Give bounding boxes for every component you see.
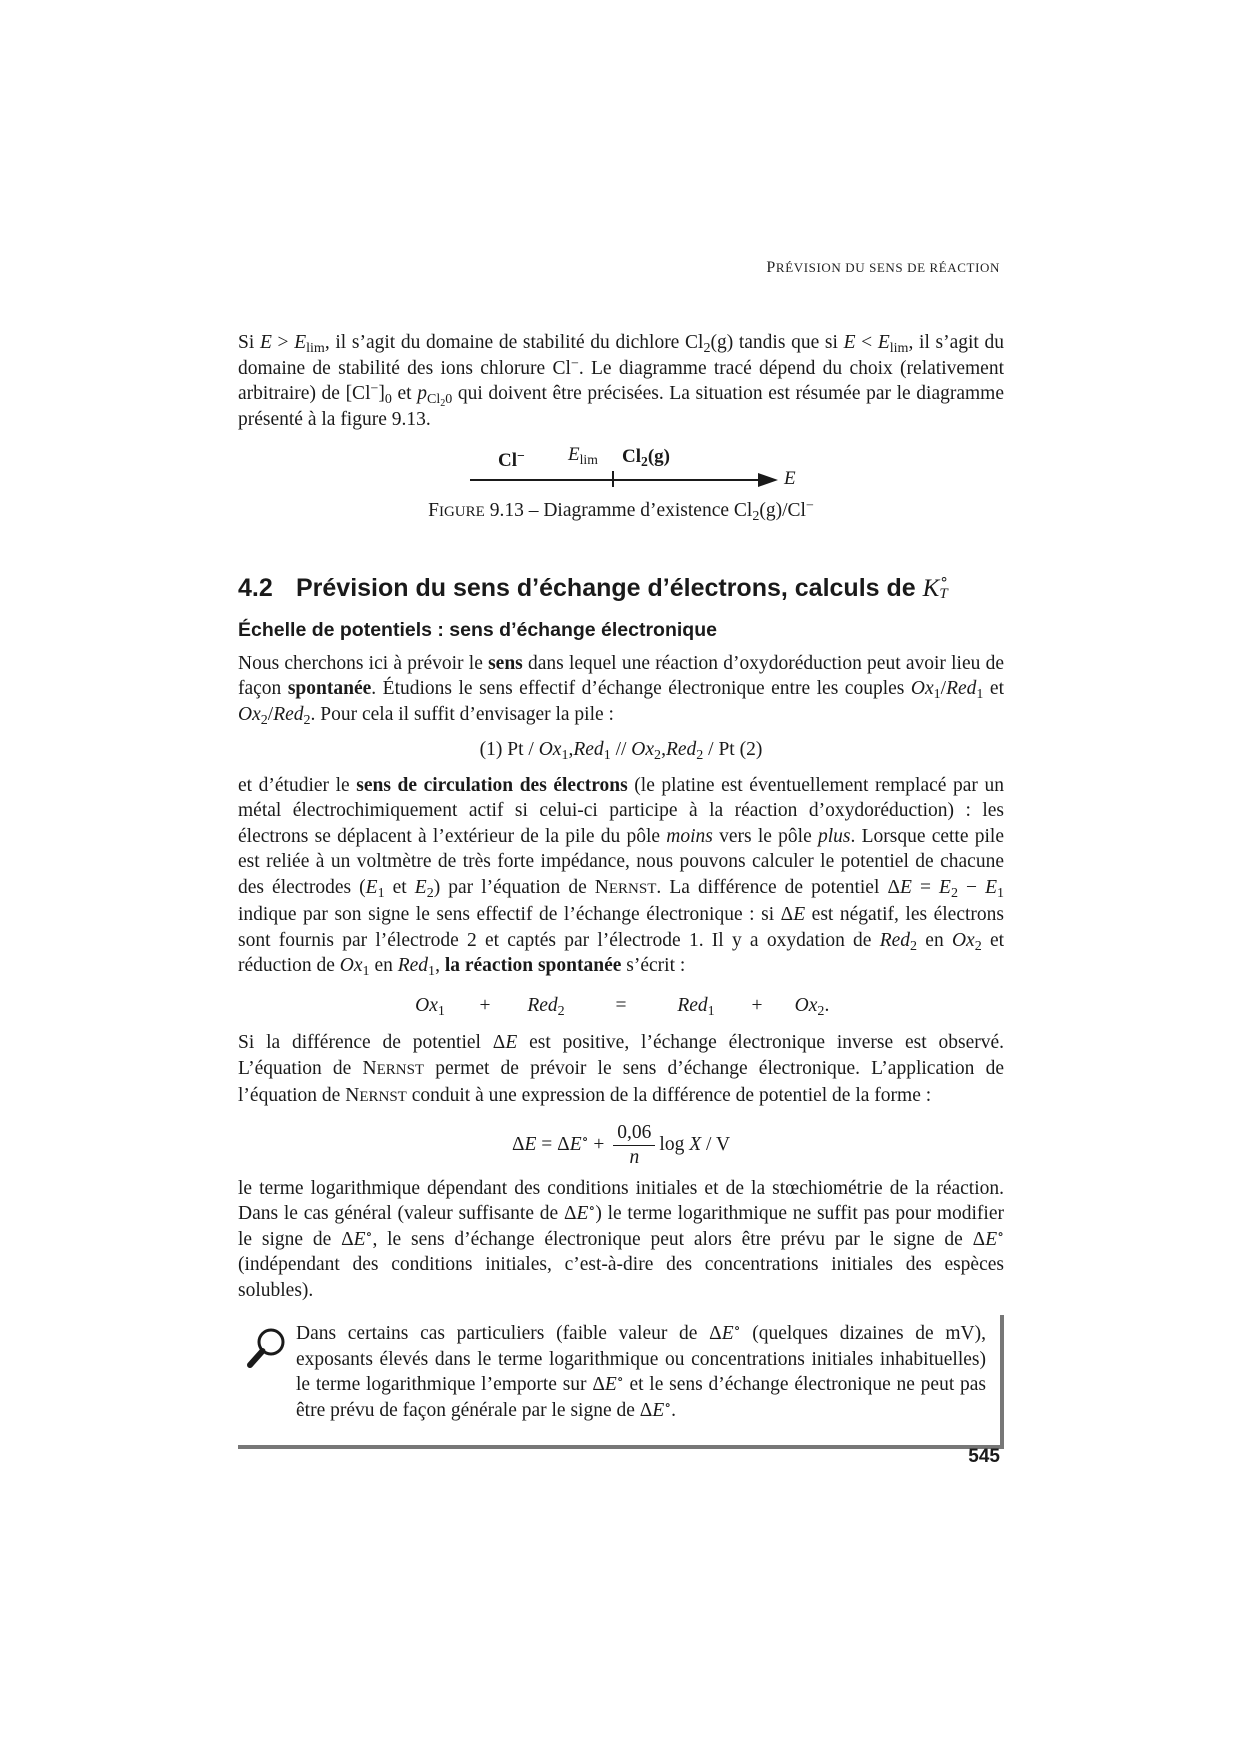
magnifier-icon: [246, 1325, 288, 1377]
page-number: 545: [968, 1446, 1000, 1467]
running-head-initial: P: [766, 259, 776, 276]
section-heading: 4.2 Prévision du sens d’échange d’électrons, calculs de K ∘ T: [238, 571, 949, 602]
pile-notation: (1) Pt / $Ox_1,Red_1 // Ox_2,Red_2$ / Pt (2): [479, 739, 763, 763]
axis-label: E: [784, 468, 796, 489]
redox-reaction: $Ox_1$ + Red$_2$ = Red$_1$ + $Ox_2$.: [415, 994, 830, 1019]
running-head-rest: RÉVISION DU SENS DE RÉACTION: [775, 260, 1000, 275]
paragraph-log-term: le terme logarithmique dépendant des conditions initiales et de la stœchiométrie de la réaction. Dans le cas général (valeur suffisante de ΔE∘) le terme logarithmique ne suffit pas pour modifier le signe de ΔE∘, le sens d’échange électronique peut alors être prévu par le signe de ΔE∘ (indépendant des conditions initiales, c’est-à-dire des concentrations initiales des espèces solubles).: [238, 1177, 1004, 1301]
formula-fraction: $\frac{0,06}{n}$: [613, 1121, 655, 1170]
remark-text: Dans certains cas particuliers (faible valeur de ΔE∘ (quelques dizaines de mV), exposants élevés dans le terme logarithmique ou concentrations initiales inhabituelles) le terme logarithmique l’emporte sur ΔE∘ et le sens d’échange électronique ne peut pas être prévu de façon générale par le signe de ΔE∘.: [296, 1320, 986, 1421]
page-content: [238, 330, 1004, 1449]
section-number: 4.2: [238, 573, 273, 602]
axis-arrow-icon: [758, 473, 778, 487]
figure-caption: FIGURE 9.13 – Diagramme d’existence $Cl_2(g)/Cl^-$: [428, 497, 814, 524]
intro-paragraph: Si $E > E_{lim}$, il s’agit du domaine de stabilité du dichlore $Cl_2(g)$ tandis que si $E < E_{lim}$, il s’agit du domaine de stabilité des ions chlorure Cl−. Le diagramme tracé dépend du choix (relativement arbitraire) de $[Cl^-]_0$ et $p_{Cl_20}$ qui doivent être précisées. La situation est résumée par le diagramme présenté à la figure 9.13.: [238, 332, 1005, 430]
paragraph-nernst: Si la différence de potentiel ΔE est positive, l’échange électronique inverse est observé. L’équation de NERNST permet de prévoir le sens d’échange électronique. L’application de l’équation de NERNST conduit à une expression de la différence de potentiel de la forme :: [238, 1032, 1005, 1106]
cl2-label: $Cl_2(g)$: [622, 446, 670, 469]
remark-box: [238, 1315, 1004, 1449]
potential-axis: [470, 479, 766, 481]
paragraph-electrons: et d’étudier le sens de circulation des électrons (le platine est éventuellement remplacé par un métal électrochimiquement actif si celui-ci participe à la réaction d’oxydoréduction) : les électrons se déplacent à l’extérieur de la pile du pôle moins vers le pôle plus. Lorsque cette pile est reliée à un voltmètre de très forte impédance, nous pouvons calculer le potentiel de chacune des électrodes ($E_1$ et $E_2$) par l’équation de NERNST. La différence de potentiel $\Delta E = E_2 - E_1$ indique par son signe le sens effectif de l’échange électronique : si ΔE est négatif, les électrons sont fournis par l’électrode 2 et captés par l’électrode 1. Il y a oxydation de Red$_2$ en $Ox_2$ et réduction de $Ox_1$ en Red$_1$, la réaction spontanée s’écrit :: [238, 774, 1005, 979]
elim-label: $E_{lim}$: [568, 444, 598, 467]
running-head: [766, 259, 1000, 277]
nernst-formula: ΔE = ΔE∘ + $\frac{0,06}{n}$ log X / V: [511, 1121, 731, 1168]
elim-tick: [612, 471, 614, 487]
existence-diagram: [238, 442, 1004, 494]
cl-minus-label: Cl−: [498, 447, 525, 471]
paragraph-sens: Nous cherchons ici à prévoir le sens dans lequel une réaction d’oxydoréduction peut avoir lieu de façon spontanée. Étudions le sens effectif d’échange électronique entre les couples $Ox_1/Red_1$ et $Ox_2/Red_2$. Pour cela il suffit d’envisager la pile :: [238, 652, 1004, 728]
section-title: Prévision du sens d’échange d’électrons, calculs de: [296, 573, 923, 602]
subsection-heading: Échelle de potentiels : sens d’échange électronique: [238, 618, 717, 641]
